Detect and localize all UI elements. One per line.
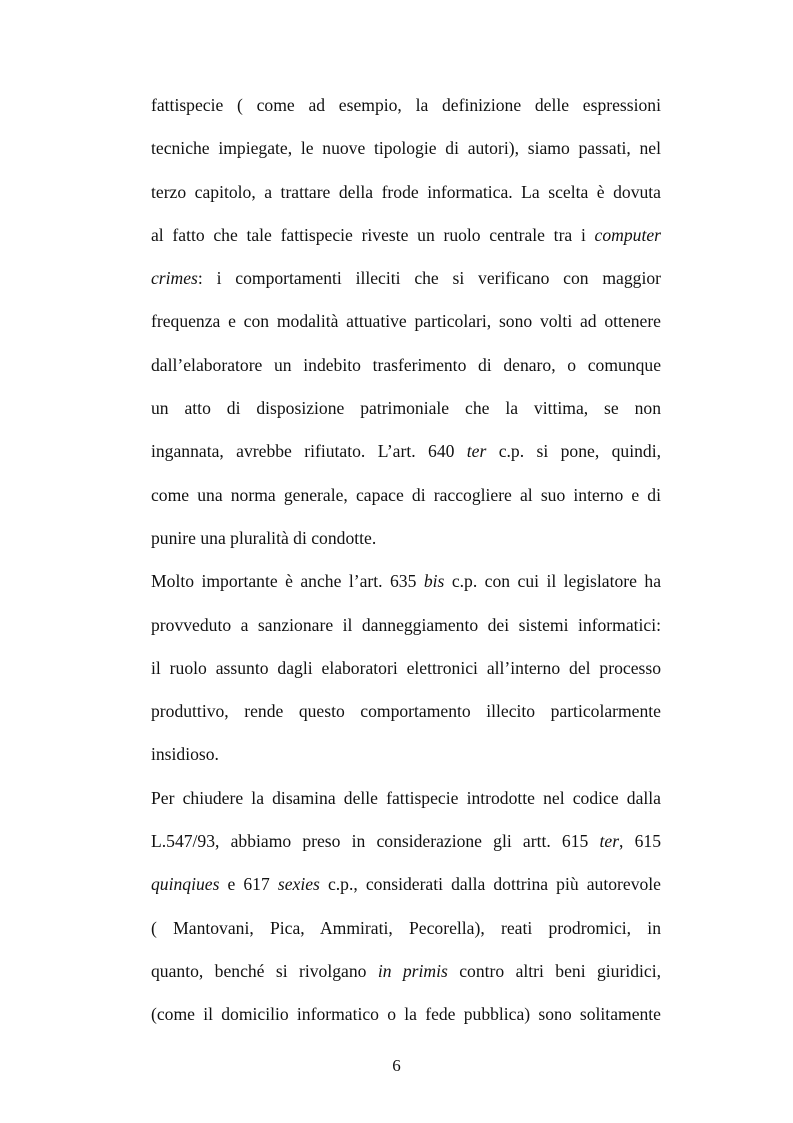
line-text: e 617 — [219, 874, 278, 895]
text-line — [151, 90, 661, 133]
italic-term: quinqiues — [151, 874, 220, 895]
line-text: dall’elaboratore un indebito trasferimento di denaro, o comunque — [151, 354, 661, 375]
text-line — [151, 739, 661, 782]
text-line — [151, 566, 661, 609]
italic-term: sexies — [277, 874, 320, 895]
line-text: : i comportamenti illeciti che si verificano con maggior — [197, 268, 661, 289]
line-text: un atto di disposizione patrimoniale che la vittima, se non — [151, 398, 661, 419]
line-text: al fatto che tale fattispecie riveste un ruolo centrale tra i — [151, 224, 595, 245]
text-line — [151, 306, 661, 349]
line-text: frequenza e con modalità attuative particolari, sono volti ad ottenere — [151, 311, 661, 332]
line-text: quanto, benché si rivolgano — [151, 960, 378, 981]
line-text: tecniche impiegate, le nuove tipologie di autori), siamo passati, nel — [151, 138, 661, 159]
text-line — [151, 523, 661, 566]
italic-term: ter — [599, 831, 620, 852]
line-text: c.p. con cui il legislatore ha — [444, 571, 661, 592]
italic-term: in primis — [377, 960, 448, 981]
text-line — [151, 263, 661, 306]
text-line — [151, 999, 661, 1042]
text-line — [151, 393, 661, 436]
text-line — [151, 436, 661, 479]
line-text: produttivo, rende questo comportamento illecito particolarmente — [151, 701, 661, 722]
line-text: contro altri beni giuridici, — [447, 960, 661, 981]
line-text: (come il domicilio informatico o la fede pubblica) sono solitamente — [151, 1004, 661, 1025]
line-text: c.p., considerati dalla dottrina più autorevole — [319, 874, 661, 895]
italic-term: computer — [594, 224, 661, 245]
text-line — [151, 133, 661, 176]
italic-term: ter — [466, 441, 487, 462]
line-text: ingannata, avrebbe rifiutato. L’art. 640 — [151, 441, 467, 462]
text-line — [151, 869, 661, 912]
line-text: ( Mantovani, Pica, Ammirati, Pecorella), reati prodromici, in — [151, 917, 661, 938]
text-line — [151, 653, 661, 696]
line-text: insidioso. — [151, 744, 219, 765]
line-text: Per chiudere la disamina delle fattispecie introdotte nel codice dalla — [151, 787, 661, 808]
line-text: punire una pluralità di condotte. — [151, 527, 377, 548]
line-text: fattispecie ( come ad esempio, la definizione delle espressioni — [151, 95, 661, 115]
text-line — [151, 480, 661, 523]
line-text: Molto importante è anche l’art. 635 — [151, 571, 424, 592]
text-line — [151, 177, 661, 220]
text-line — [151, 350, 661, 393]
text-line — [151, 956, 661, 999]
text-line — [151, 783, 661, 826]
line-text: provveduto a sanzionare il danneggiamento dei sistemi informatici: — [151, 614, 661, 635]
text-line — [151, 826, 661, 869]
body-text — [151, 90, 661, 1043]
text-line — [151, 913, 661, 956]
italic-term: bis — [423, 571, 445, 592]
line-text: c.p. si pone, quindi, — [486, 441, 661, 462]
line-text: L.547/93, abbiamo preso in considerazione gli artt. 615 — [151, 831, 600, 852]
text-line — [151, 696, 661, 739]
line-text: il ruolo assunto dagli elaboratori elettronici all’interno del processo — [151, 657, 661, 678]
italic-term: crimes — [151, 268, 198, 289]
line-text: come una norma generale, capace di raccogliere al suo interno e di — [151, 484, 661, 505]
text-line — [151, 220, 661, 263]
text-line — [151, 610, 661, 653]
page-number: 6 — [392, 1056, 401, 1075]
line-text: terzo capitolo, a trattare della frode informatica. La scelta è dovuta — [151, 181, 661, 202]
line-text: , 615 — [619, 831, 662, 852]
